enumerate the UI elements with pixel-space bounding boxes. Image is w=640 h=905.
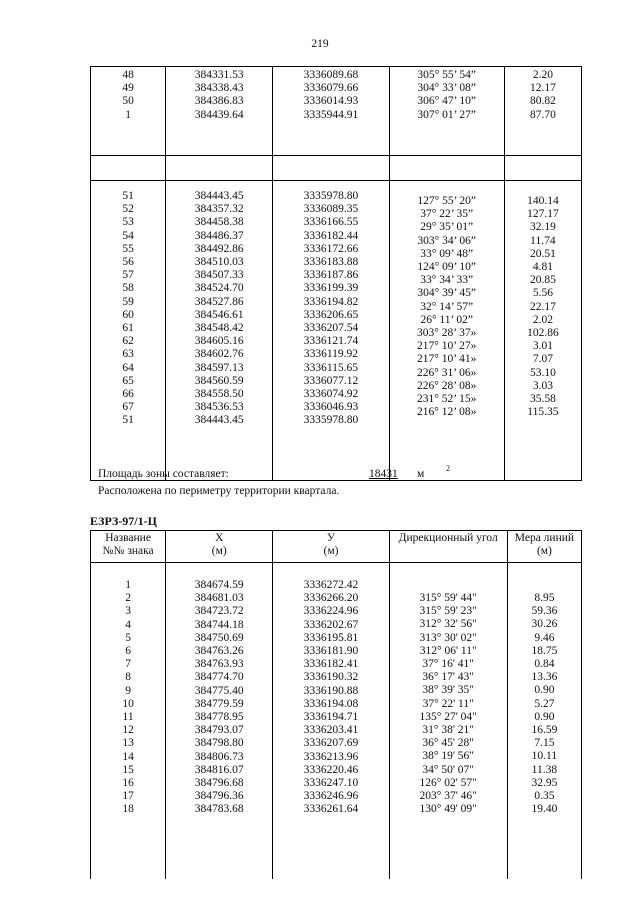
header-text-line: (м)	[323, 545, 339, 558]
x-coordinate-cell	[166, 67, 273, 156]
cell-value-x: 384750.69	[194, 631, 244, 644]
cell-value-n: 62	[122, 335, 134, 348]
cell-value-angle: 135° 27' 04"	[419, 710, 477, 723]
cell-value-n: 63	[122, 348, 134, 361]
cell-value-y: 3336206.65	[303, 308, 359, 321]
cell-value-angle: 37° 22’ 35”	[420, 208, 474, 221]
cell-value-angle: 126° 02' 57"	[419, 776, 477, 789]
cell-value-length: 5.27	[534, 697, 555, 710]
cell-value-length: 140.14	[527, 195, 559, 207]
table-body-row	[91, 563, 582, 880]
cell-value-angle: 37° 16' 41"	[422, 658, 474, 671]
cell-value-y: 3336266.20	[303, 592, 359, 605]
cell-value-length: 22.17	[529, 300, 556, 313]
cell-value-length: 20.85	[529, 274, 556, 287]
cell-value-n: 51	[122, 414, 134, 427]
cell-value-y: 3336194.82	[303, 295, 359, 308]
cell-value-x: 384492.86	[194, 242, 244, 255]
cell-value-angle: 315° 59' 44"	[419, 592, 477, 604]
cell-value-angle: 127° 55’ 20”	[417, 195, 477, 207]
cell-value-y: 3336224.96	[303, 605, 359, 618]
cell-value-x: 384439.64	[194, 108, 244, 121]
cell-value-length: 0.84	[534, 658, 555, 671]
cell-value-length: 11.38	[531, 763, 558, 776]
table-header-row	[91, 531, 582, 563]
cell-value-angle: 31° 38' 21"	[422, 724, 474, 737]
cell-value-angle: 216° 12’ 08»	[417, 406, 477, 419]
cell-value-n: 7	[125, 658, 131, 671]
x-coordinate-cell	[166, 181, 273, 481]
direction-angle-cell	[389, 563, 507, 880]
cell-value-n: 6	[125, 645, 131, 658]
cell-value-angle: 36° 45' 28"	[422, 737, 474, 750]
cell-value-y: 3335944.91	[303, 108, 359, 121]
cell-value-n: 56	[122, 256, 134, 269]
cell-value-y: 3336077.12	[303, 374, 359, 387]
cell-value-y: 3336207.69	[303, 737, 359, 750]
cell-value-y: 3336046.93	[303, 401, 359, 414]
cell-value-x: 384524.70	[194, 282, 244, 295]
cell-value-y: 3336203.41	[303, 724, 359, 737]
cell-value-n: 48	[122, 69, 134, 81]
zone-area-label: Площадь зоны составляет:	[98, 468, 229, 480]
cell-value-y: 3336213.96	[303, 750, 359, 763]
coordinates-table-continued	[90, 66, 582, 481]
cell-value-angle: 217° 10’ 41»	[417, 353, 477, 366]
cell-value-y: 3336115.65	[303, 361, 359, 374]
cell-value-length: 127.17	[527, 208, 559, 221]
cell-value-y: 3336089.35	[303, 203, 359, 216]
cell-value-x: 384796.68	[194, 777, 244, 790]
cell-value-length: 87.70	[529, 108, 556, 121]
header-direction-angle	[389, 531, 507, 563]
cell-value-x: 384458.38	[194, 216, 244, 229]
cell-value-x: 384744.18	[194, 618, 244, 631]
cell-value-n: 52	[122, 203, 134, 216]
cell-value-n: 50	[122, 95, 134, 108]
cell-value-n: 51	[122, 190, 134, 202]
cell-value-length: 0.90	[534, 684, 555, 697]
cell-value-n: 18	[122, 803, 134, 816]
cell-value-angle: 38° 19' 56"	[422, 750, 474, 763]
header-text-line: Х	[215, 532, 224, 544]
cell-value-y: 3336014.93	[303, 95, 359, 108]
cell-value-x: 384510.03	[194, 256, 244, 269]
cell-value-length: 9.46	[534, 631, 555, 644]
cell-value-x: 384548.42	[194, 322, 244, 335]
cell-value-length: 16.59	[531, 724, 558, 737]
cell-value-angle: 32° 14’ 57”	[420, 300, 474, 313]
cell-value-y: 3336207.54	[303, 322, 359, 335]
cell-value-angle: 313° 30' 02"	[419, 631, 477, 644]
cell-value-length: 3.01	[532, 340, 553, 353]
cell-value-angle: 36° 17' 43"	[422, 671, 474, 684]
cell-value-n: 61	[122, 322, 134, 335]
cell-value-x: 384443.45	[194, 414, 244, 427]
cell-value-y: 3335978.80	[303, 190, 359, 202]
cell-value-y: 3336074.92	[303, 388, 359, 401]
cell-value-length: 0.35	[534, 790, 555, 803]
cell-value-angle: 34° 50' 07"	[422, 763, 474, 776]
table-row-gap	[91, 156, 582, 181]
cell-value-n: 58	[122, 282, 134, 295]
cell-value-x: 384527.86	[194, 295, 244, 308]
header-text-line: (м)	[211, 545, 227, 558]
cell-value-y: 3336079.66	[303, 82, 359, 95]
cell-value-y: 3336199.39	[303, 282, 359, 295]
cell-value-y: 3336194.08	[303, 697, 359, 710]
direction-angle-cell	[389, 67, 504, 156]
cell-value-length: 7.15	[534, 737, 555, 750]
cell-value-x: 384763.26	[194, 645, 244, 658]
cell-value-x: 384507.33	[194, 269, 244, 282]
cell-value-n: 16	[122, 777, 134, 790]
header-text-line: Название	[105, 532, 151, 544]
cell-value-x: 384796.36	[194, 790, 244, 803]
cell-value-x: 384778.95	[194, 711, 244, 724]
cell-value-angle: 29° 35’ 01”	[420, 221, 474, 234]
cell-value-x: 384597.13	[194, 361, 244, 374]
cell-value-y: 3335978.80	[303, 414, 359, 427]
cell-value-y: 3336121.74	[303, 335, 359, 348]
cell-value-angle: 130° 49' 09"	[419, 803, 477, 816]
cell-value-angle: 304° 39’ 45”	[417, 287, 477, 300]
cell-value-length: 30.26	[531, 618, 558, 631]
cell-value-n: 66	[122, 388, 134, 401]
cell-value-angle: 304° 33’ 08”	[417, 82, 477, 95]
cell-value-n: 15	[122, 763, 134, 776]
table-row-group-b	[91, 181, 582, 481]
cell-value-angle: 231° 52’ 15»	[417, 393, 477, 406]
line-length-cell	[507, 563, 581, 880]
cell-value-y: 3336183.88	[303, 256, 359, 269]
cell-value-length: 5.56	[532, 287, 553, 300]
header-y	[273, 531, 389, 563]
y-coordinate-cell	[273, 181, 389, 481]
header-point-name	[91, 531, 166, 563]
zone-area-value: 18431	[369, 468, 398, 480]
cell-value-y: 3336202.67	[303, 618, 359, 631]
cell-value-y: 3336181.90	[303, 645, 359, 658]
cell-value-y: 3336194.71	[303, 711, 359, 724]
cell-value-y: 3336182.44	[303, 229, 359, 242]
line-length-cell	[504, 67, 581, 156]
line-length-cell	[504, 181, 581, 481]
cell-value-length: 0.90	[534, 710, 555, 723]
cell-value-x: 384681.03	[194, 592, 244, 605]
cell-value-length: 8.95	[534, 592, 555, 604]
x-coordinate-cell	[166, 563, 273, 880]
cell-value-n: 67	[122, 401, 134, 414]
cell-value-angle: 33° 09’ 48”	[420, 247, 474, 260]
cell-value-length: 59.36	[531, 605, 558, 618]
section-title: ЕЗРЗ-97/1-Ц	[90, 514, 157, 528]
cell-value-angle: 305° 55’ 54”	[417, 69, 477, 81]
cell-value-x: 384602.76	[194, 348, 244, 361]
cell-value-x: 384546.61	[194, 308, 244, 321]
cell-value-length: 20.51	[529, 247, 556, 260]
cell-value-angle: 226° 31’ 06»	[417, 366, 477, 379]
zone-location-note: Расположена по периметру территории квартала.	[98, 485, 340, 497]
cell-value-y: 3336166.55	[303, 216, 359, 229]
cell-value-n: 64	[122, 361, 134, 374]
point-number-cell	[91, 181, 166, 481]
cell-value-n: 5	[125, 631, 131, 644]
point-number-cell	[91, 563, 166, 880]
cell-value-y: 3336220.46	[303, 763, 359, 776]
cell-value-angle: 312° 06' 11"	[419, 644, 477, 657]
cell-value-n: 49	[122, 82, 134, 95]
cell-value-angle: 306° 47’ 10”	[417, 95, 477, 108]
cell-value-y: 3336195.81	[303, 631, 359, 644]
header-line-length	[507, 531, 581, 563]
cell-value-length: 19.40	[531, 803, 558, 816]
header-x	[166, 531, 273, 563]
cell-value-n: 4	[125, 618, 131, 631]
cell-value-n: 2	[125, 592, 131, 605]
cell-value-length: 115.35	[527, 406, 559, 419]
cell-value-x: 384806.73	[194, 750, 244, 763]
cell-value-x: 384558.50	[194, 388, 244, 401]
cell-value-length: 53.10	[529, 366, 556, 379]
cell-value-angle: 226° 28’ 08»	[417, 379, 477, 392]
cell-value-angle: 37° 22' 11"	[422, 697, 474, 710]
zone-area-unit: м	[417, 468, 425, 480]
y-coordinate-cell	[273, 563, 389, 880]
cell-value-y: 3336089.68	[303, 69, 359, 81]
cell-value-x: 384779.59	[194, 697, 244, 710]
header-text-line: Мера линий	[514, 532, 575, 544]
cell-value-n: 57	[122, 269, 134, 282]
direction-angle-cell	[389, 181, 504, 481]
cell-value-x: 384560.59	[194, 374, 244, 387]
cell-value-length: 13.36	[531, 671, 558, 684]
cell-value-x: 384443.45	[194, 190, 244, 202]
cell-value-n: 3	[125, 605, 131, 618]
cell-value-angle: 38° 39' 35"	[422, 684, 474, 697]
cell-value-y: 3336187.86	[303, 269, 359, 282]
cell-value-length: 32.95	[531, 776, 558, 789]
cell-value-angle: 26° 11’ 02”	[420, 313, 473, 326]
cell-value-angle: 312° 32' 56"	[419, 618, 477, 631]
cell-value-length: 32.19	[529, 221, 556, 234]
cell-value-n: 11	[122, 711, 134, 724]
cell-value-length: 3.03	[532, 379, 553, 392]
cell-value-x: 384486.37	[194, 229, 244, 242]
y-coordinate-cell	[273, 67, 389, 156]
coordinates-table	[90, 530, 582, 879]
cell-value-x: 384774.70	[194, 671, 244, 684]
cell-value-angle: 124° 09’ 10”	[417, 261, 477, 274]
cell-value-angle: 307° 01’ 27”	[417, 108, 477, 121]
cell-value-angle: 203° 37' 46"	[419, 790, 477, 803]
zone-area-unit-superscript: 2	[446, 464, 450, 473]
cell-value-angle: 315° 59' 23"	[419, 605, 477, 618]
header-text-line: У	[326, 532, 336, 544]
cell-value-x: 384357.32	[194, 203, 244, 216]
cell-value-length: 35.58	[529, 393, 556, 406]
cell-value-x: 384331.53	[194, 69, 244, 81]
cell-value-length: 80.82	[529, 95, 556, 108]
cell-value-x: 384386.83	[194, 95, 244, 108]
page-number: 219	[311, 38, 329, 50]
cell-value-y: 3336247.10	[303, 777, 359, 790]
cell-value-x: 384338.43	[194, 82, 244, 95]
cell-value-n: 53	[122, 216, 134, 229]
cell-value-x: 384674.59	[194, 579, 244, 591]
cell-value-x: 384783.68	[194, 803, 244, 816]
cell-value-n: 14	[122, 750, 134, 763]
cell-value-n: 60	[122, 308, 134, 321]
cell-value-length: 12.17	[529, 82, 556, 95]
point-number-cell	[91, 67, 166, 156]
cell-value-n: 8	[125, 671, 131, 684]
cell-value-length: 11.74	[530, 234, 556, 247]
cell-value-x: 384816.07	[194, 763, 244, 776]
cell-value-length: 10.11	[531, 750, 558, 763]
cell-value-n: 17	[122, 790, 134, 803]
cell-value-length: 2.20	[532, 69, 553, 81]
cell-value-x: 384775.40	[194, 684, 244, 697]
cell-value-n: 59	[122, 295, 134, 308]
cell-value-x: 384763.93	[194, 658, 244, 671]
cell-value-n: 65	[122, 374, 134, 387]
cell-value-x: 384605.16	[194, 335, 244, 348]
cell-value-n: 55	[122, 242, 134, 255]
cell-value-y: 3336246.96	[303, 790, 359, 803]
cell-value-n: 12	[122, 724, 134, 737]
table-row-group-a	[91, 67, 582, 156]
cell-value-y: 3336172.66	[303, 242, 359, 255]
cell-value-length: 4.81	[532, 261, 553, 274]
cell-value-length: 18.75	[531, 644, 558, 657]
cell-value-y: 3336190.32	[303, 671, 359, 684]
cell-value-n: 13	[122, 737, 134, 750]
cell-value-n: 1	[125, 108, 131, 121]
header-text-line: (м)	[536, 545, 552, 558]
zone-area-line	[98, 464, 450, 480]
cell-value-length: 2.02	[532, 313, 553, 326]
cell-value-angle: 303° 28’ 37»	[417, 327, 477, 340]
cell-value-length: 7.07	[532, 353, 553, 366]
cell-value-x: 384536.53	[194, 401, 244, 414]
cell-value-n: 54	[122, 229, 134, 242]
cell-value-y: 3336261.64	[303, 803, 359, 816]
cell-value-angle: 217° 10’ 27»	[417, 340, 477, 353]
cell-value-n: 9	[125, 684, 131, 697]
cell-value-length: 102.86	[527, 327, 559, 340]
cell-value-y: 3336190.88	[303, 684, 359, 697]
cell-value-n: 1	[125, 579, 131, 591]
cell-value-x: 384723.72	[194, 605, 244, 618]
cell-value-x: 384798.80	[194, 737, 244, 750]
header-text-line: №№ знака	[102, 545, 154, 558]
cell-value-y: 3336182.41	[303, 658, 359, 671]
cell-value-angle: 303° 34’ 06”	[417, 234, 477, 247]
cell-value-n: 10	[122, 697, 134, 710]
cell-value-y: 3336272.42	[303, 579, 359, 591]
cell-value-angle: 33° 34’ 33”	[420, 274, 474, 287]
cell-value-x: 384793.07	[194, 724, 244, 737]
header-text-line: Дирекционный угол	[398, 532, 498, 544]
cell-value-y: 3336119.92	[303, 348, 359, 361]
